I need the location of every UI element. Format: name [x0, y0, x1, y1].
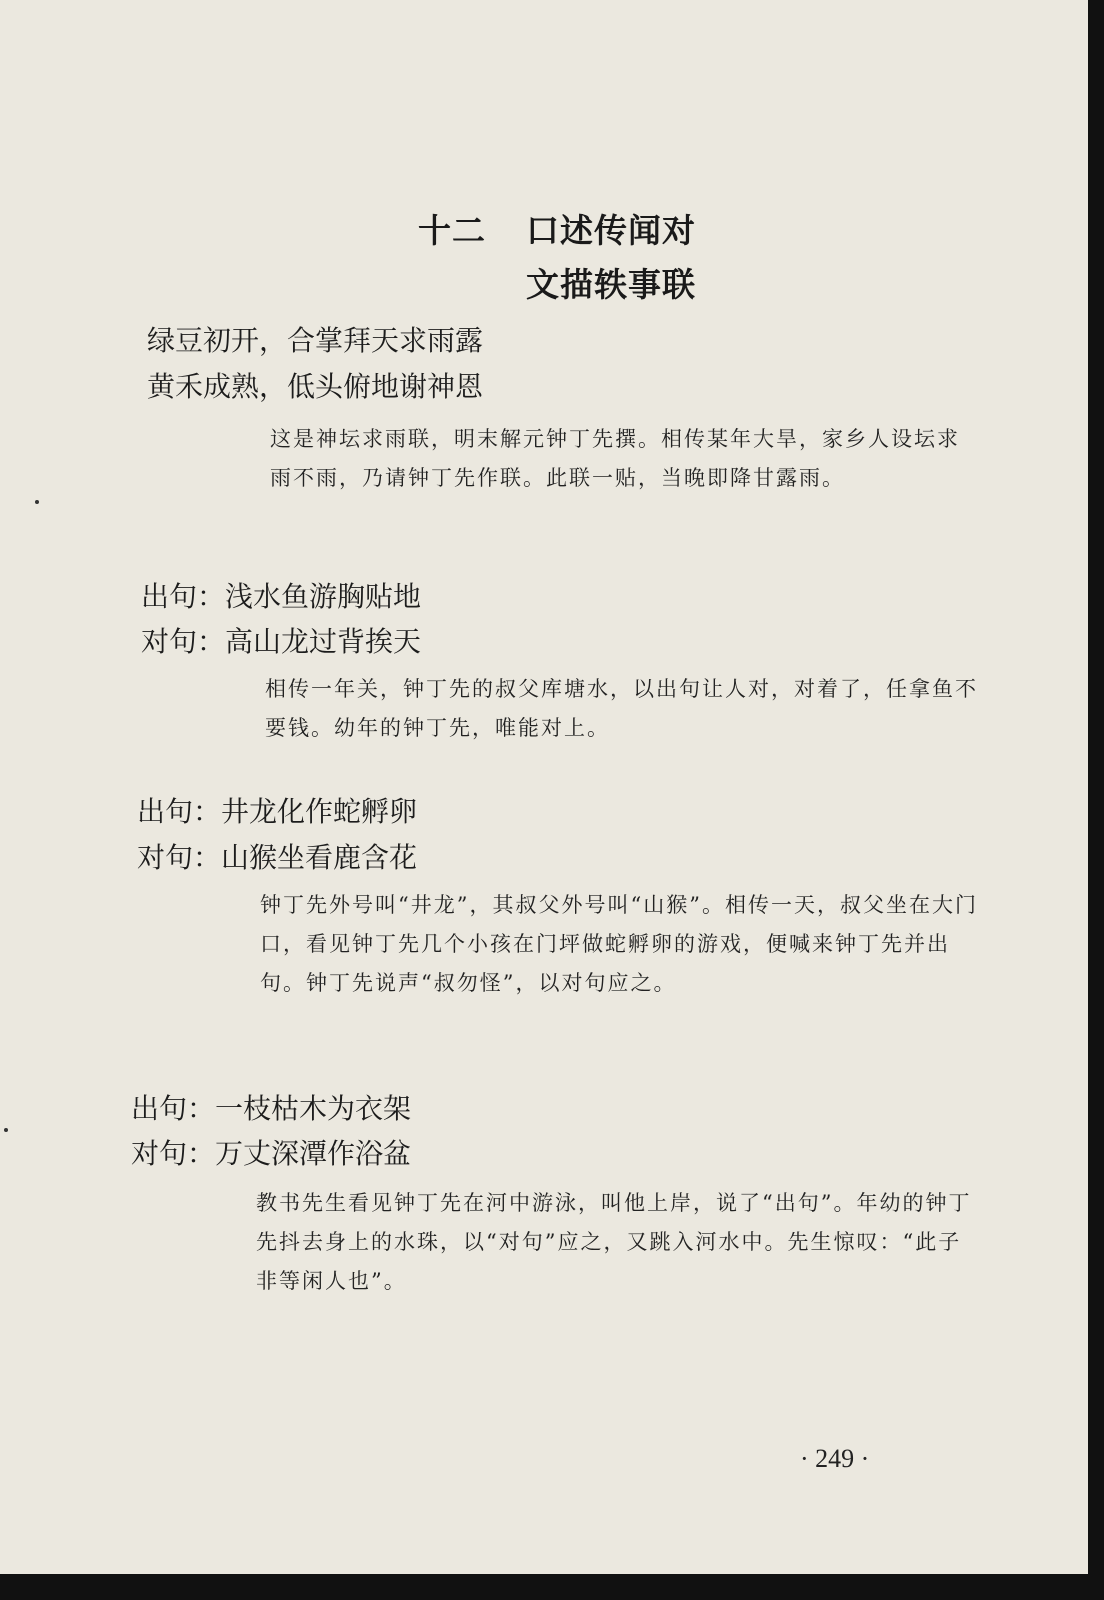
couplet-3-line-2: 对句：山猴坐看鹿含花	[137, 841, 418, 874]
couplet-2-note: 相传一年关，钟丁先的叔父库塘水，以出句让人对，对着了，任拿鱼不要钱。幼年的钟丁先，唯能对上。	[265, 677, 978, 740]
couplet-4-note: 教书先生看见钟丁先在河中游泳，叫他上岸，说了“出句”。年幼的钟丁先抖去身上的水珠，以“对句”应之，又跳入河水中。先生惊叹：“此子非等闲人也”。	[256, 1191, 972, 1293]
couplet-2-line-2: 对句：高山龙过背挨天	[141, 625, 422, 658]
chapter-title-line-1	[0, 205, 1104, 252]
couplet-1-line-1: 绿豆初开，合掌拜天求雨露	[147, 324, 484, 357]
chapter-title-text: 口述传闻对	[526, 211, 696, 250]
couplet-3-note: 钟丁先外号叫“井龙”，其叔父外号叫“山猴”。相传一天，叔父坐在大门口，看见钟丁先几个小孩在门坪做蛇孵卵的游戏，便喊来钟丁先并出句。钟丁先说声“叔勿怪”，以对句应之。	[260, 893, 978, 995]
page-number: · 249 ·	[800, 1444, 870, 1473]
couplet-4-line-2: 对句：万丈深潭作浴盆	[131, 1137, 412, 1170]
couplet-1-line-2: 黄禾成熟，低头俯地谢神恩	[147, 370, 484, 403]
scan-speck	[35, 500, 39, 504]
chapter-title-line-2: 文描轶事联	[526, 265, 696, 304]
scan-edge-right	[1088, 0, 1104, 1600]
scan-edge-bottom	[0, 1574, 1104, 1600]
chapter-number: 十二	[418, 211, 486, 250]
couplet-4-line-1: 出句：一枝枯木为衣架	[131, 1092, 412, 1125]
scan-speck	[4, 1128, 8, 1132]
couplet-2-line-1: 出句：浅水鱼游胸贴地	[141, 580, 422, 613]
couplet-1-note: 这是神坛求雨联，明末解元钟丁先撰。相传某年大旱，家乡人设坛求雨不雨，乃请钟丁先作联。此联一贴，当晚即降甘露雨。	[270, 427, 960, 490]
couplet-3-line-1: 出句：井龙化作蛇孵卵	[137, 795, 418, 828]
